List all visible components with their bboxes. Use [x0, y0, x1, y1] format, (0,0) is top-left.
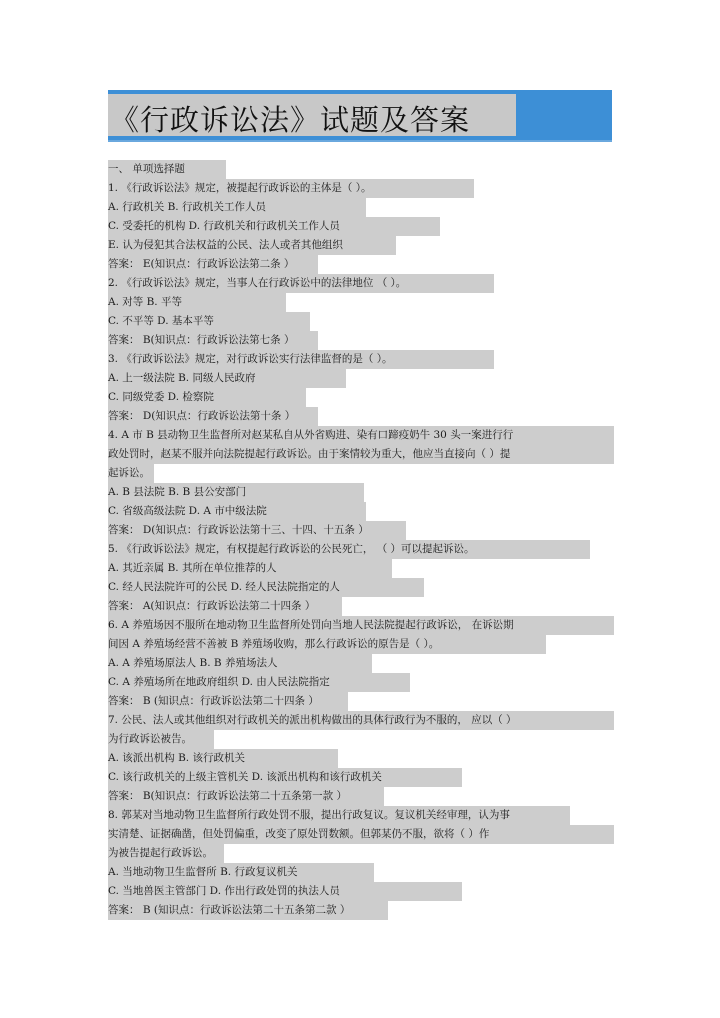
document-line-text: A. 其近亲属 B. 其所在单位推荐的人	[108, 559, 392, 578]
document-line	[108, 692, 612, 711]
document-line	[108, 236, 612, 255]
document-line	[108, 464, 612, 483]
document-line-text: C. 受委托的机构 D. 行政机关和行政机关工作人员	[108, 217, 440, 236]
document-line-text: C. 省级高级法院 D. A 市中级法院	[108, 502, 366, 521]
document-line	[108, 616, 612, 635]
document-line-text: 2. 《行政诉讼法》规定，当事人在行政诉讼中的法律地位 （ ）。	[108, 274, 494, 293]
document-line	[108, 806, 612, 825]
document-line	[108, 293, 612, 312]
document-line	[108, 711, 612, 730]
document-line-text: 答案： B (知识点：行政诉讼法第二十四条 ）	[108, 692, 348, 711]
document-line-text: 政处罚时，赵某不服并向法院提起行政诉讼。由于案情较为重大，他应当直接向（ ）提	[108, 445, 614, 464]
document-line	[108, 274, 612, 293]
document-line-text: 为行政诉讼被告。	[108, 730, 214, 749]
document-line-text: E. 认为侵犯其合法权益的公民、法人或者其他组织	[108, 236, 396, 255]
document-line	[108, 901, 612, 920]
document-line	[108, 768, 612, 787]
document-line	[108, 825, 612, 844]
document-line-text: 答案： B(知识点：行政诉讼法第七条 ）	[108, 331, 318, 350]
document-line-text: 答案： D(知识点：行政诉讼法第十条 ）	[108, 407, 318, 426]
document-line-text: 起诉讼。	[108, 464, 154, 483]
document-line	[108, 426, 612, 445]
document-line	[108, 350, 612, 369]
document-line	[108, 179, 612, 198]
document-line	[108, 673, 612, 692]
document-line-text: 3. 《行政诉讼法》规定，对行政诉讼实行法律监督的是（ ）。	[108, 350, 494, 369]
document-line-text: 间因 A 养殖场经营不善被 B 养殖场收购，那么行政诉讼的原告是（ ）。	[108, 635, 546, 654]
document-line	[108, 198, 612, 217]
document-line	[108, 863, 612, 882]
document-line-text: A. 对等 B. 平等	[108, 293, 286, 312]
document-line	[108, 407, 612, 426]
document-line	[108, 597, 612, 616]
document-line	[108, 540, 612, 559]
document-line-text: 实清楚、证据确凿，但处罚偏重，改变了原处罚数额。但郭某仍不服，欲将（ ）作	[108, 825, 614, 844]
document-line	[108, 578, 612, 597]
document-line-text: A. 上一级法院 B. 同级人民政府	[108, 369, 346, 388]
document-line-text: C. 当地兽医主管部门 D. 作出行政处罚的执法人员	[108, 882, 462, 901]
document-line-text: C. 该行政机关的上级主管机关 D. 该派出机构和该行政机关	[108, 768, 462, 787]
document-line-text: 答案： E(知识点：行政诉讼法第二条 ）	[108, 255, 318, 274]
document-line-text: A. 当地动物卫生监督所 B. 行政复议机关	[108, 863, 374, 882]
document-line	[108, 882, 612, 901]
document-line	[108, 331, 612, 350]
document-line	[108, 787, 612, 806]
section-heading	[108, 160, 612, 179]
document-line-text: A. A 养殖场原法人 B. B 养殖场法人	[108, 654, 372, 673]
document-line	[108, 749, 612, 768]
document-line-text: 为被告提起行政诉讼。	[108, 844, 224, 863]
document-line-text: 答案： D(知识点：行政诉讼法第十三、十四、十五条 ）	[108, 521, 406, 540]
document-body	[108, 160, 612, 920]
section-heading-text: 一、 单项选择题	[108, 160, 226, 179]
document-line-text: A. 行政机关 B. 行政机关工作人员	[108, 198, 366, 217]
document-line	[108, 369, 612, 388]
page-title: 《行政诉讼法》试题及答案	[110, 103, 471, 137]
document-line	[108, 445, 612, 464]
title-underline	[108, 140, 612, 142]
document-line-text: C. A 养殖场所在地政府组织 D. 由人民法院指定	[108, 673, 410, 692]
document-line-text: 4. A 市 B 县动物卫生监督所对赵某私自从外省购进、染有口蹄疫奶牛 30 头一案进行行	[108, 426, 614, 445]
document-line-text: 答案： B(知识点：行政诉讼法第二十五条第一款 ）	[108, 787, 384, 806]
document-line	[108, 312, 612, 331]
document-line	[108, 635, 612, 654]
document-line-text: 7. 公民、法人或其他组织对行政机关的派出机构做出的具体行政行为不服的， 应以（ ）	[108, 711, 614, 730]
document-line-text: 答案： A(知识点：行政诉讼法第二十四条 ）	[108, 597, 342, 616]
document-line	[108, 502, 612, 521]
document-line-text: 8. 郭某对当地动物卫生监督所行政处罚不服，提出行政复议。复议机关经审理，认为事	[108, 806, 570, 825]
document-line-text: 1. 《行政诉讼法》规定，被提起行政诉讼的主体是（ ）。	[108, 179, 474, 198]
document-line	[108, 255, 612, 274]
document-line-text: 6. A 养殖场因不服所在地动物卫生监督所处罚向当地人民法院提起行政诉讼， 在诉讼期	[108, 616, 614, 635]
document-line	[108, 559, 612, 578]
document-line-text: A. B 县法院 B. B 县公安部门	[108, 483, 364, 502]
document-line-text: A. 该派出机构 B. 该行政机关	[108, 749, 338, 768]
document-line	[108, 521, 612, 540]
title-banner	[108, 90, 612, 142]
document-line-text: C. 同级党委 D. 检察院	[108, 388, 306, 407]
document-line	[108, 483, 612, 502]
document-line	[108, 844, 612, 863]
document-line-text: 5. 《行政诉讼法》规定，有权提起行政诉讼的公民死亡， （ ）可以提起诉讼。	[108, 540, 590, 559]
document-line	[108, 388, 612, 407]
document-line	[108, 217, 612, 236]
document-line	[108, 654, 612, 673]
document-line-text: 答案： B (知识点：行政诉讼法第二十五条第二款 ）	[108, 901, 388, 920]
document-line-text: C. 经人民法院许可的公民 D. 经人民法院指定的人	[108, 578, 424, 597]
document-line-text: C. 不平等 D. 基本平等	[108, 312, 310, 331]
document-line	[108, 730, 612, 749]
